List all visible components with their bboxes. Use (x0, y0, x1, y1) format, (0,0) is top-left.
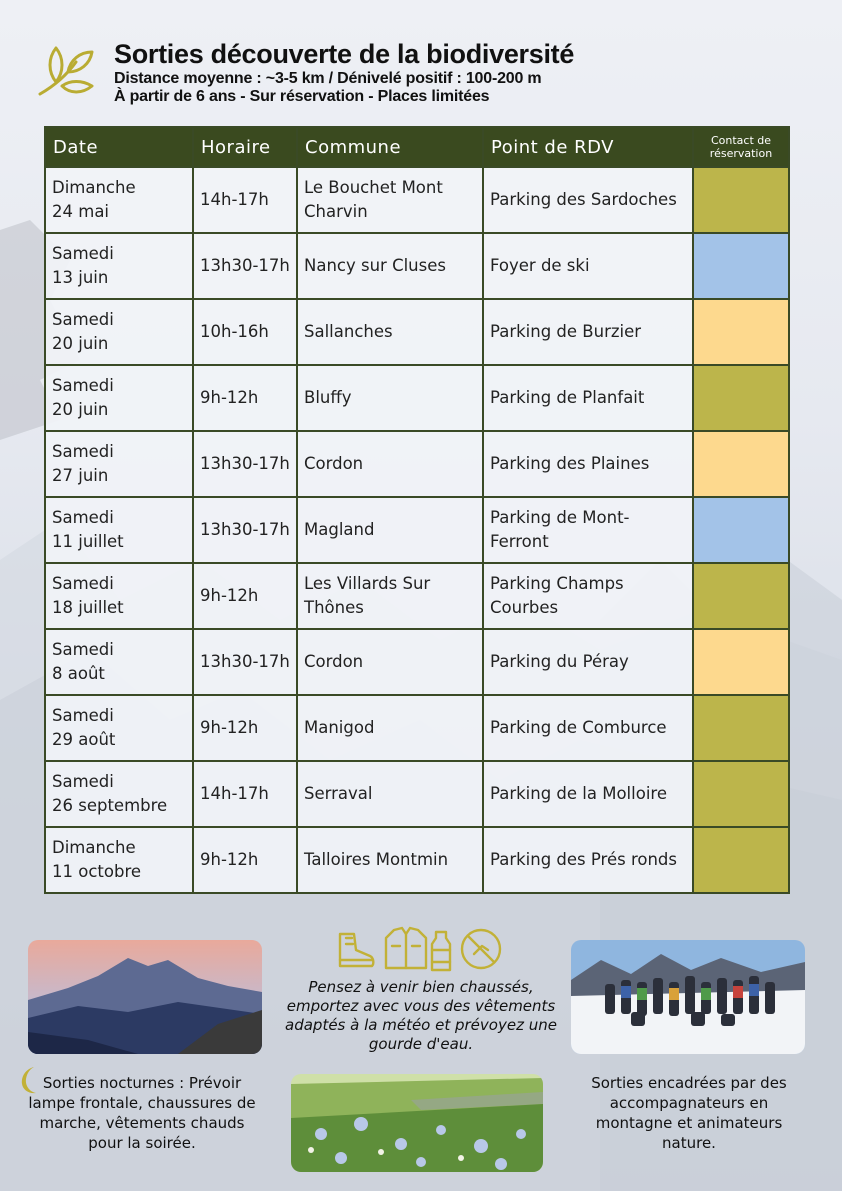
table-row (45, 695, 789, 761)
no-litter-icon (462, 930, 500, 968)
contact-color-cell (693, 563, 789, 629)
distance-info: Distance moyenne : ~3-5 km / Dénivelé positif : 100-200 m (114, 70, 542, 87)
group-snow-photo (571, 940, 805, 1054)
date-cell (45, 629, 193, 695)
time-cell: 13h30-17h (193, 497, 297, 563)
commune-cell: Le Bouchet Mont Charvin (297, 167, 483, 233)
contact-color-cell (693, 167, 789, 233)
header-meeting-point: Point de RDV (483, 127, 693, 167)
day: Samedi (52, 706, 114, 725)
date-cell (45, 299, 193, 365)
time-cell: 13h30-17h (193, 431, 297, 497)
date-cell (45, 233, 193, 299)
date-cell (45, 563, 193, 629)
contact-color-cell (693, 497, 789, 563)
contact-color-cell (693, 827, 789, 893)
commune-cell: Talloires Montmin (297, 827, 483, 893)
date: 11 octobre (52, 862, 142, 881)
meeting-point-cell: Parking de Comburce (483, 695, 693, 761)
night-outings-text: Sorties nocturnes : Prévoir lampe frontale, chaussures de marche, vêtements chauds pour la soirée. (28, 1074, 256, 1152)
meeting-point-cell: Parking des Sardoches (483, 167, 693, 233)
schedule-table (44, 126, 790, 894)
commune-cell: Manigod (297, 695, 483, 761)
header-date: Date (45, 127, 193, 167)
contact-color-cell (693, 695, 789, 761)
date: 20 juin (52, 400, 109, 419)
header-commune: Commune (297, 127, 483, 167)
meeting-point-cell: Parking Champs Courbes (483, 563, 693, 629)
day: Dimanche (52, 178, 136, 197)
day: Samedi (52, 574, 114, 593)
meeting-point-cell: Parking de Mont-Ferront (483, 497, 693, 563)
table-row (45, 299, 789, 365)
date-cell (45, 167, 193, 233)
time-cell: 9h-12h (193, 365, 297, 431)
contact-color-cell (693, 761, 789, 827)
table-row (45, 497, 789, 563)
time-cell: 14h-17h (193, 761, 297, 827)
date: 11 juillet (52, 532, 124, 551)
commune-cell: Les Villards Sur Thônes (297, 563, 483, 629)
date-cell (45, 431, 193, 497)
commune-cell: Nancy sur Cluses (297, 233, 483, 299)
time-cell: 13h30-17h (193, 629, 297, 695)
day: Samedi (52, 640, 114, 659)
contact-color-cell (693, 431, 789, 497)
table-row (45, 365, 789, 431)
date-cell (45, 827, 193, 893)
equipment-icons (336, 924, 508, 974)
commune-cell: Cordon (297, 431, 483, 497)
contact-color-cell (693, 629, 789, 695)
meeting-point-cell: Parking de Planfait (483, 365, 693, 431)
date: 24 mai (52, 202, 110, 221)
time-cell: 9h-12h (193, 563, 297, 629)
table-row (45, 827, 789, 893)
table-row (45, 233, 789, 299)
jacket-icon (386, 928, 426, 968)
date: 18 juillet (52, 598, 124, 617)
day: Samedi (52, 772, 114, 791)
table-row (45, 431, 789, 497)
date-cell (45, 695, 193, 761)
commune-cell: Cordon (297, 629, 483, 695)
day: Samedi (52, 310, 114, 329)
page-title: Sorties découverte de la biodiversité (114, 39, 575, 69)
date: 20 juin (52, 334, 109, 353)
meeting-point-cell: Parking des Plaines (483, 431, 693, 497)
table-row (45, 563, 789, 629)
time-cell: 9h-12h (193, 695, 297, 761)
commune-cell: Magland (297, 497, 483, 563)
meeting-point-cell: Foyer de ski (483, 233, 693, 299)
day: Samedi (52, 376, 114, 395)
hiking-boot-icon (340, 934, 373, 966)
header-contact: Contact de réservation (693, 127, 789, 167)
mountain-sunset-photo (28, 940, 262, 1054)
table-row (45, 167, 789, 233)
age-info: À partir de 6 ans - Sur réservation - Places limitées (114, 88, 490, 105)
meeting-point-cell: Parking de Burzier (483, 299, 693, 365)
date: 13 juin (52, 268, 109, 287)
tips-text: Pensez à venir bien chaussés, emportez avec vous des vêtements adaptés à la météo et prévoyez une gourde d'eau. (285, 978, 557, 1053)
day: Samedi (52, 244, 114, 263)
meeting-point-cell: Parking du Péray (483, 629, 693, 695)
contact-color-cell (693, 299, 789, 365)
water-bottle-icon (432, 932, 450, 970)
commune-cell: Serraval (297, 761, 483, 827)
contact-color-cell (693, 365, 789, 431)
meeting-point-cell: Parking des Prés ronds (483, 827, 693, 893)
header-time: Horaire (193, 127, 297, 167)
time-cell: 9h-12h (193, 827, 297, 893)
day: Dimanche (52, 838, 136, 857)
table-header-row (45, 127, 789, 167)
leaves-icon (36, 42, 100, 100)
date-cell (45, 761, 193, 827)
flower-meadow-photo (291, 1074, 543, 1172)
date: 29 août (52, 730, 116, 749)
contact-color-cell (693, 233, 789, 299)
time-cell: 13h30-17h (193, 233, 297, 299)
date-cell (45, 365, 193, 431)
time-cell: 10h-16h (193, 299, 297, 365)
time-cell: 14h-17h (193, 167, 297, 233)
date: 8 août (52, 664, 105, 683)
table-row (45, 629, 789, 695)
day: Samedi (52, 508, 114, 527)
date: 27 juin (52, 466, 109, 485)
guided-outings-text: Sorties encadrées par des accompagnateurs en montagne et animateurs nature. (591, 1074, 787, 1152)
day: Samedi (52, 442, 114, 461)
table-row (45, 761, 789, 827)
meeting-point-cell: Parking de la Molloire (483, 761, 693, 827)
date-cell (45, 497, 193, 563)
date: 26 septembre (52, 796, 168, 815)
commune-cell: Sallanches (297, 299, 483, 365)
commune-cell: Bluffy (297, 365, 483, 431)
